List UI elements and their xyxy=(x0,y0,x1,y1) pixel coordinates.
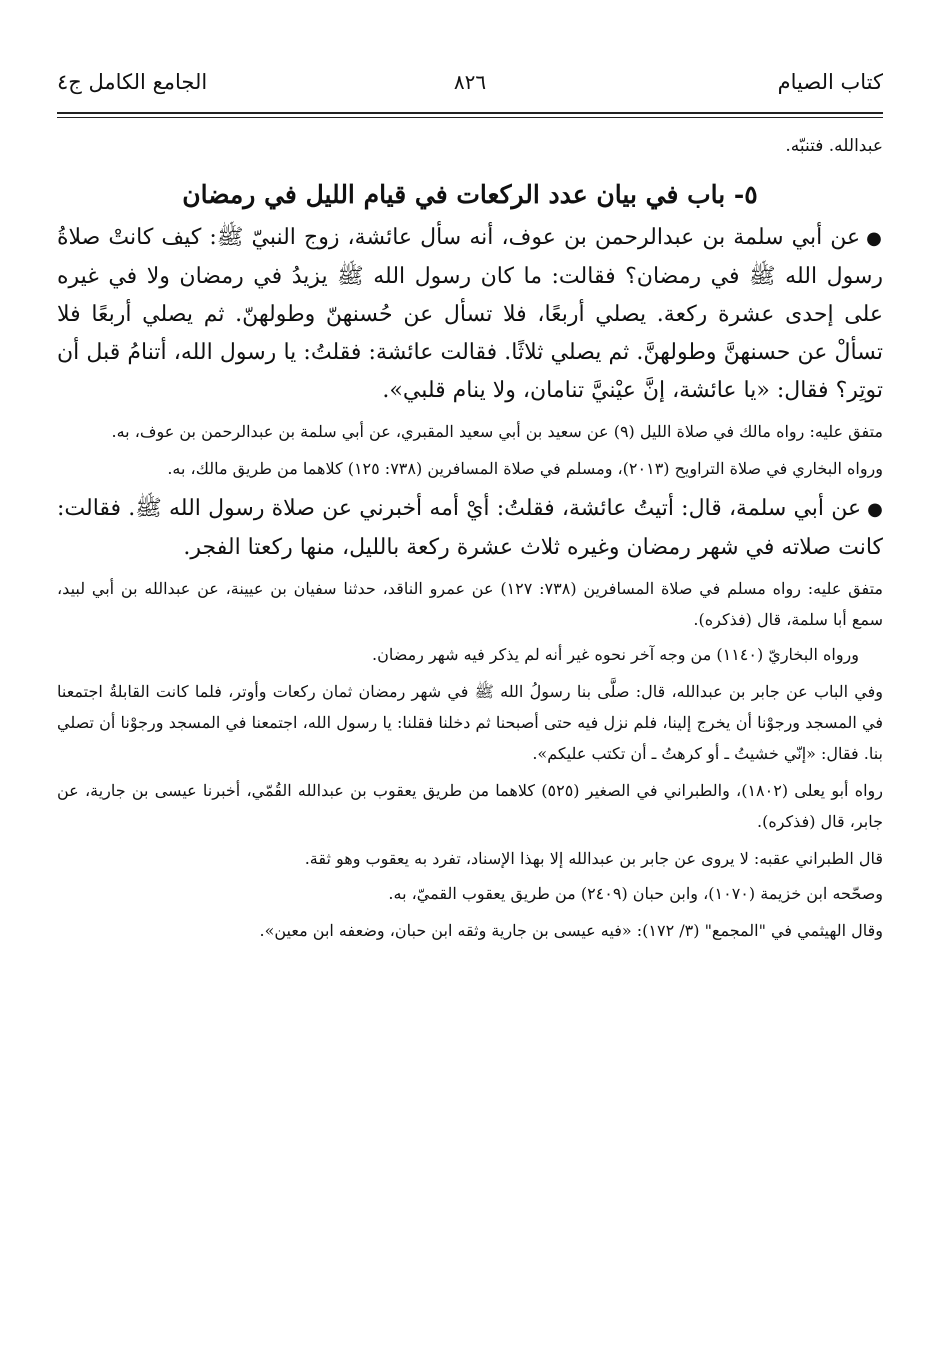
header-rule-thin xyxy=(57,117,883,118)
running-header xyxy=(57,62,883,102)
takhrij-note: رواه أبو يعلى (١٨٠٢)، والطبراني في الصغير (٥٢٥) كلاهما من طريق يعقوب بن عبدالله القُمّي، أخبرنا عيسى بن جارية، عن جابر، قال (فذكره). xyxy=(57,781,883,831)
collection-volume: الجامع الكامل ج٤ xyxy=(57,70,208,94)
continuation-text: عبدالله. فتنبّه. xyxy=(785,136,883,156)
takhrij-note: متفق عليه: رواه مالك في صلاة الليل (٩) عن سعيد بن أبي سعيد المقبري، عن أبي سلمة بن عبدالرحمن بن عوف، به. xyxy=(111,422,883,441)
hadith-body: عن أبي سلمة بن عبدالرحمن بن عوف، أنه سأل عائشة، زوج النبيّ ﷺ: كيف كانتْ صلاةُ رسول الله ﷺ في رمضان؟ فقالت: ما كان رسول الله ﷺ يزيدُ في رمضان ولا في غيره على إحدى عشرة ركعة. يصلي أربعًا، فلا تسأل عن حُسنهنّ وطولهنّ. ثم يصلي أربعًا فلا تسألْ عن حسنهنَّ وطولهنَّ. ثم يصلي ثلاثًا. فقالت عائشة: فقلتُ: يا رسول الله، أتنامُ قبل أن توتِر؟ فقال: «يا عائشة، إنَّ عيْنيَّ تنامان، ولا ينام قلبي». xyxy=(57,225,883,403)
takhrij-note: وقال الهيثمي في "المجمع" (٣/ ١٧٢): «فيه عيسى بن جارية وثقه ابن حبان، وضعفه ابن معين». xyxy=(259,921,883,940)
hadith-text xyxy=(57,219,883,410)
hadith-text xyxy=(57,490,883,567)
takhrij-note: متفق عليه: رواه مسلم في صلاة المسافرين (٧٣٨: ١٢٧) عن عمرو الناقد، حدثنا سفيان بن عيينة، عن عبدالله بن أبي لبيد، سمع أبا سلمة، قال (فذكره). xyxy=(57,579,883,629)
page-number: ٨٢٦ xyxy=(453,70,487,94)
bullet-icon: ● xyxy=(867,499,883,520)
takhrij-note: ورواه البخاريّ (١١٤٠) من وجه آخر نحوه غير أنه لم يذكر فيه شهر رمضان. xyxy=(372,645,859,664)
document-page xyxy=(57,62,883,946)
takhrij-note: قال الطبراني عقبه: لا يروى عن جابر بن عبدالله إلا بهذا الإسناد، تفرد به يعقوب وهو ثقة. xyxy=(304,849,883,868)
takhrij-note: وصحّحه ابن خزيمة (١٠٧٠)، وابن حبان (٢٤٠٩) من طريق يعقوب القميّ، به. xyxy=(388,884,883,903)
takhrij-note: ورواه البخاري في صلاة التراويح (٢٠١٣)، ومسلم في صلاة المسافرين (٧٣٨: ١٢٥) كلاهما من طريق مالك، به. xyxy=(167,459,883,478)
header-rule-thick xyxy=(57,112,883,114)
takhrij-note: وفي الباب عن جابر بن عبدالله، قال: صلَّى بنا رسولُ الله ﷺ في شهر رمضان ثمان ركعات وأوتر، فلما كانت القابلةُ اجتمعنا في المسجد ورجوْنا أن يخرج إلينا، فلم نزل فيه حتى أصبحنا ثم دخلنا فقلنا: يا رسول الله، اجتمعنا في المسجد ورجوْنا أن تصلي بنا. فقال: «إنّي خشيتُ ـ أو كرهتُ ـ أن تكتب عليكم». xyxy=(57,682,883,763)
section-title: ٥- باب في بيان عدد الركعات في قيام الليل في رمضان xyxy=(182,180,758,209)
book-title: كتاب الصيام xyxy=(777,70,883,94)
bullet-icon: ● xyxy=(866,228,883,249)
hadith-body: عن أبي سلمة، قال: أتيتُ عائشة، فقلتُ: أيْ أمه أخبرني عن صلاة رسول الله ﷺ. فقالت: كانت صلاته في شهر رمضان وغيره ثلاث عشرة ركعة بالليل، منها ركعتا الفجر. xyxy=(57,496,883,560)
